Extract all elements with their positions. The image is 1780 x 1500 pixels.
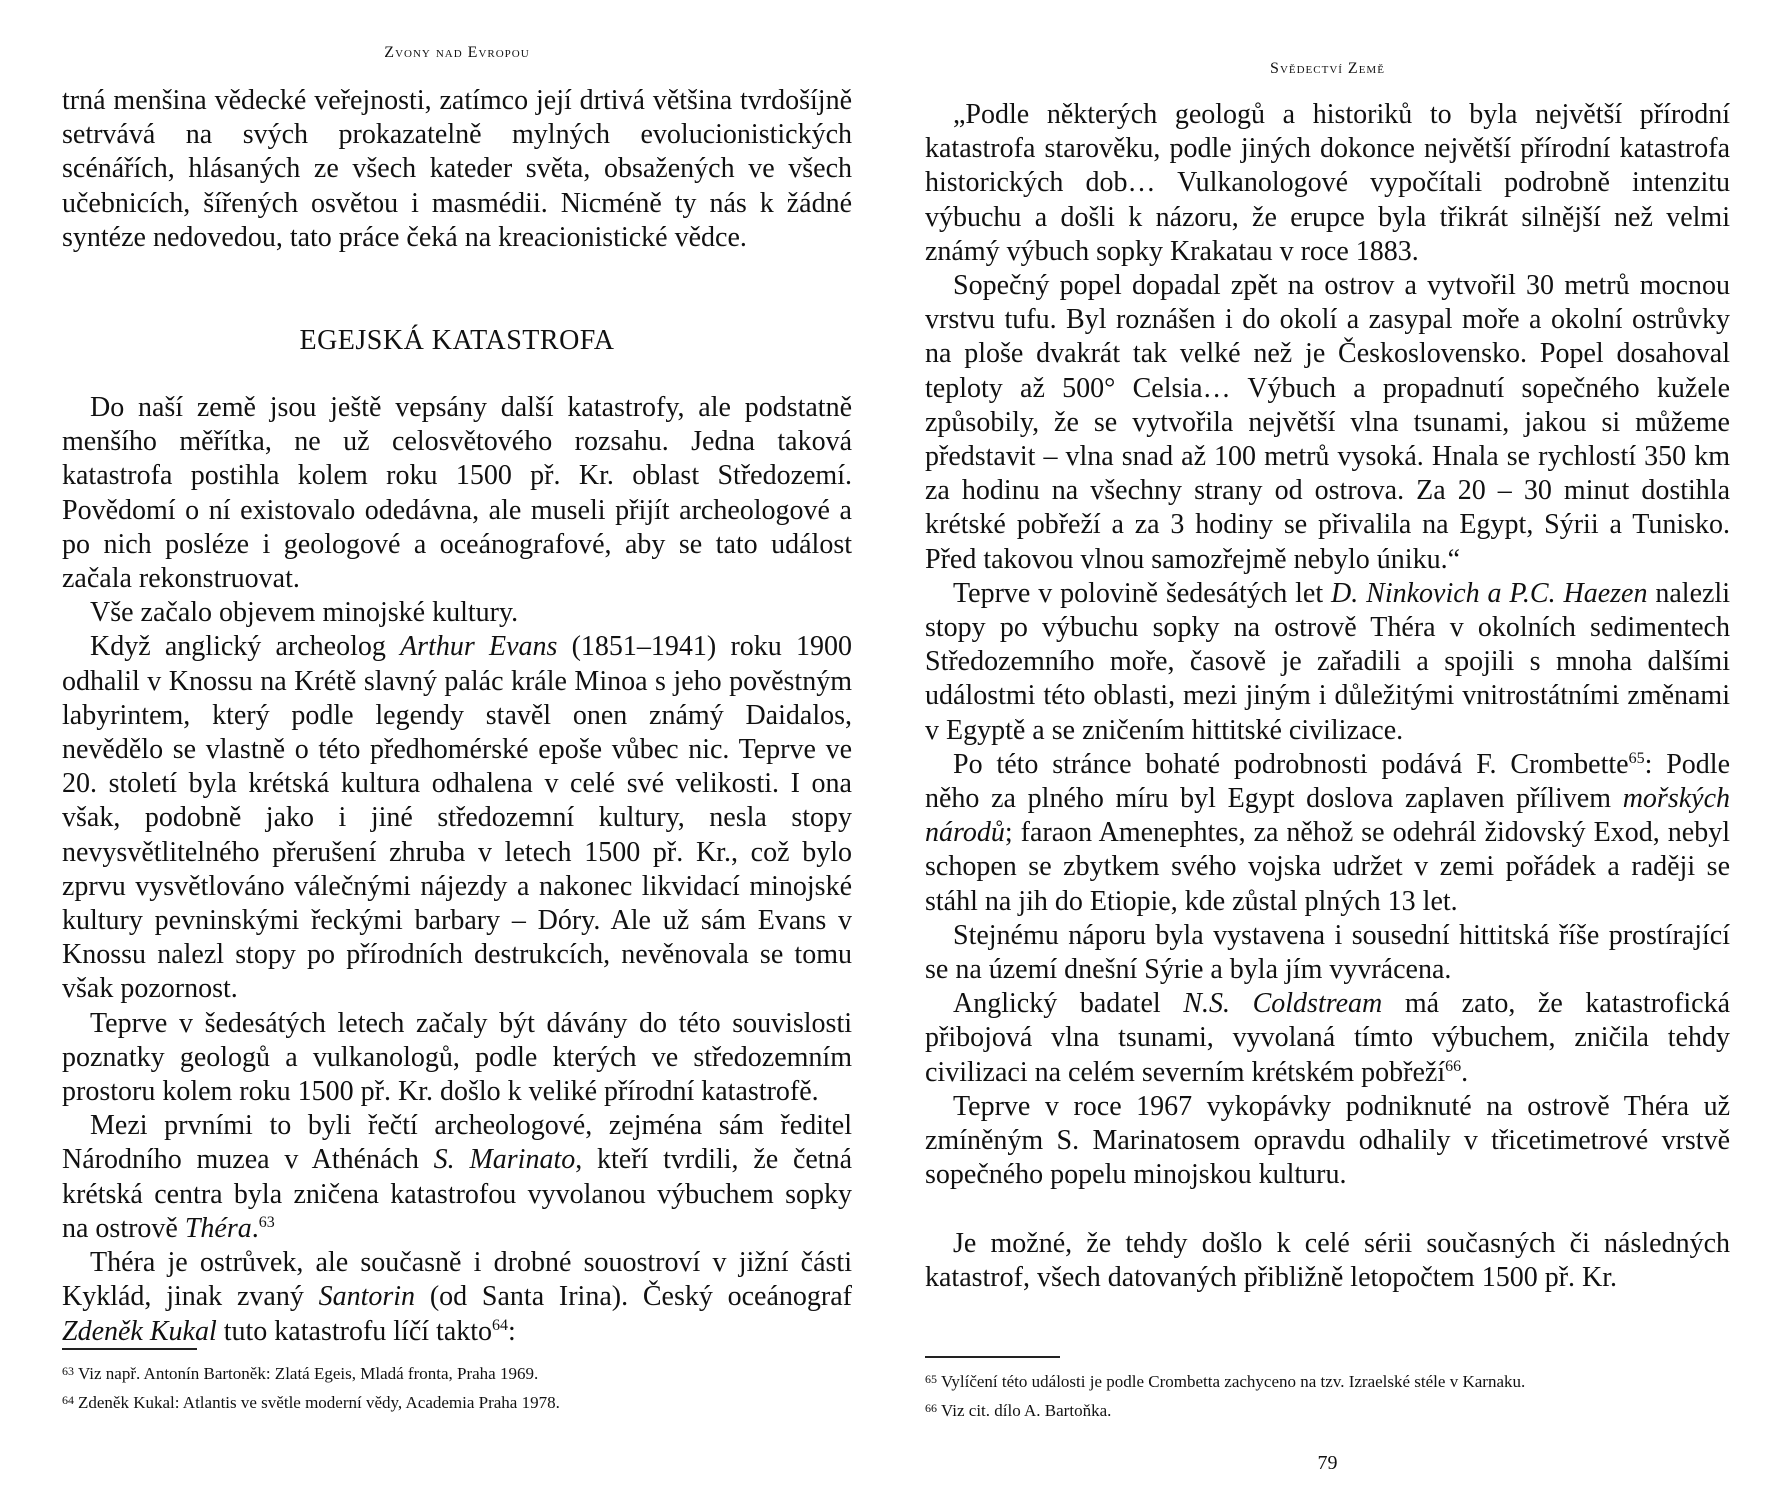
running-head: Svědectví Země <box>1270 60 1385 77</box>
text-segment: „Podle některých geologů a historiků to byla největší přírodní katastrofa starověku, podle jiných dokonce největší přírodní katastrofa historických dob… Vulkanologové vypočítali podrobně intenzitu výbuchu a došli k názoru, že erupce byla třikrát silnější než velmi známý výbuch sopky Krakatau v roce 1883. <box>925 99 1730 267</box>
footnote-number: 65 <box>925 1372 937 1386</box>
italic-text: Théra <box>184 1212 252 1244</box>
text-segment: : <box>508 1315 516 1347</box>
text-segment: . <box>251 1212 259 1244</box>
section-body-text <box>62 391 852 1349</box>
text-segment: , kteří tvrdili, že četná krétská centra byla zničena katastrofou vyvolanou výbuchem sopky na ostrově <box>62 1144 853 1244</box>
footnote-text: Viz např. Antonín Bartoněk: Zlatá Egeis, Mladá fronta, Praha 1969. <box>78 1364 539 1383</box>
footnote <box>925 1366 1730 1395</box>
footnote-number: 63 <box>62 1364 74 1378</box>
footnote-ref: 64 <box>492 1316 509 1334</box>
body-text <box>925 98 1730 1295</box>
page-number: 79 <box>1317 1452 1338 1474</box>
text-segment: Théra je ostrůvek, ale současně i drobné souostroví v jižní části Kyklád, jinak zvaný <box>62 1247 852 1313</box>
paragraph <box>62 84 852 255</box>
text-segment: (od Santa Irina). Český oceánograf <box>415 1281 852 1313</box>
text-segment: má zato, že katastrofická přibojová vlna tsunami, vyvolaná tímto výbuchem, zničila tehdy civilizaci na celém severním krétském pobřeží <box>925 988 1730 1088</box>
footnotes <box>62 1348 852 1416</box>
paragraph <box>62 1109 852 1246</box>
left-page <box>62 0 853 1412</box>
italic-text: Zdeněk Kukal <box>62 1315 217 1347</box>
text-segment: Mezi prvními to byli řečtí archeologové, zejména sám ředitel Národního muzea v Athénách <box>62 1110 852 1176</box>
footnote-text: Zdeněk Kukal: Atlantis ve světle moderní vědy, Academia Praha 1978. <box>78 1393 560 1412</box>
italic-text: D. Ninkovich a P.C. Haezen <box>1331 577 1648 609</box>
paragraph <box>925 919 1730 987</box>
text-segment: Vše začalo objevem minojské kultury. <box>90 597 519 629</box>
paragraph <box>62 391 852 596</box>
italic-text: Arthur Evans <box>400 631 558 663</box>
paragraph <box>925 269 1730 577</box>
paragraph <box>62 630 852 1006</box>
text-segment: ; faraon Amenephtes, za něhož se odehrál židovský Exod, nebyl schopen se zbytkem svého vojska udržet v zemi pořádek a raději se stáhl na jih do Etiopie, kde zůstal plných 13 let. <box>925 817 1730 917</box>
text-segment: Anglický badatel <box>953 988 1184 1020</box>
paragraph <box>925 987 1730 1090</box>
text-segment: . <box>1461 1056 1469 1088</box>
footnote-ref: 66 <box>1445 1057 1462 1075</box>
paragraph <box>62 596 852 630</box>
footnote <box>62 1387 852 1416</box>
right-page <box>925 0 1731 1420</box>
running-head: Zvony nad Evropou <box>384 44 530 61</box>
footnote-text: Vylíčení této události je podle Crombetta zachyceno na tzv. Izraelské stéle v Karnaku. <box>941 1372 1526 1391</box>
paragraph <box>925 1227 1730 1295</box>
body-text <box>62 84 852 255</box>
paragraph <box>925 1090 1730 1193</box>
footnote-ref: 63 <box>258 1213 275 1231</box>
paragraph <box>925 577 1730 748</box>
footnote-ref: 65 <box>1628 749 1645 767</box>
paragraph <box>925 748 1730 919</box>
text-segment: Když anglický archeolog <box>90 631 401 663</box>
footnote-rule <box>925 1356 1060 1358</box>
section-heading: EGEJSKÁ KATASTROFA <box>299 325 615 357</box>
italic-text: N.S. Coldstream <box>1183 988 1383 1020</box>
text-segment: tuto katastrofu líčí takto <box>216 1315 493 1347</box>
text-segment: Teprve v polovině šedesátých let <box>953 577 1332 609</box>
text-segment: (1851–1941) roku 1900 odhalil v Knossu na Krétě slavný palác krále Minoa s jeho pověstným labyrintem, který podle legendy stavěl onen známý Daidalos, nevědělo se vlastně o této předhomérské epoše vůbec nic. Teprve ve 20. století byla krétská kultura odhalena v celé své velikosti. I ona však, podobně jako i jiné středozemní kultury, nesla stopy nevysvětlitelného přerušení zhruba v letech 1500 př. Kr., což bylo zprvu vysvětlováno válečnými nájezdy a nakonec likvidací minojské kultury pevninskými řeckými barbary – Dóry. Ale už sám Evans v Knossu nalezl stopy po přírodních destrukcích, nevěnovala se tomu však pozornost. <box>62 631 852 1005</box>
text-segment: Sopečný popel dopadal zpět na ostrov a vytvořil 30 metrů mocnou vrstvu tufu. Byl roznášen i do okolí a zasypal moře a okolní ostrůvky na ploše dvakrát tak velké než je Československo. Popel dosahoval teploty až 500° Celsia… Výbuch a propadnutí sopečného kužele způsobily, že se vytvořila největší vlna tsunami, jakou si můžeme představit – vlna snad až 100 metrů vysoká. Hnala se rychlostí 350 km za hodinu na všechny strany od ostrova. Za 20 – 30 minut dostihla krétské pobřeží a za 3 hodiny se přivalila na Egypt, Sýrii a Tunisko. Před takovou vlnou samozřejmě nebylo úniku.“ <box>925 270 1730 575</box>
text-segment: Je možné, že tehdy došlo k celé sérii současných či následných katastrof, všech datovaných přibližně letopočtem 1500 př. Kr. <box>925 1227 1730 1293</box>
text-segment: nalezli stopy po výbuchu sopky na ostrově Théra v okolních sedimentech Středozemního moře, časově je zařadili a spojili s mnoha dalšími událostmi této oblasti, mezi jiným i důležitými vnitrostátními změnami v Egyptě a se zničením hittitské civilizace. <box>925 577 1730 746</box>
italic-text: mořských národů <box>925 783 1730 849</box>
footnote <box>925 1395 1730 1424</box>
text-segment: Po této stránce bohaté podrobnosti podává F. Crombette <box>953 748 1629 780</box>
text-segment: Teprve v šedesátých letech začaly být dávány do této souvislosti poznatky geologů a vulkanologů, podle kterých ve středozemním prostoru kolem roku 1500 př. Kr. došlo k veliké přírodní katastrofě. <box>62 1007 852 1108</box>
paragraph <box>62 1246 852 1349</box>
footnote-number: 64 <box>62 1393 74 1407</box>
paragraph <box>925 98 1730 269</box>
footnote <box>62 1358 852 1387</box>
text-segment: Do naší země jsou ještě vepsány další katastrofy, ale podstatně menšího měřítka, ne už celosvětového rozsahu. Jedna taková katastrofa postihla kolem roku 1500 př. Kr. oblast Středozemí. Povědomí o ní existovalo odedávna, ale museli přijít archeologové a po nich posléze i geologové a oceánografové, aby se tato událost začala rekonstruovat. <box>62 392 852 595</box>
text-segment: trná menšina vědecké veřejnosti, zatímco její drtivá většina tvrdošíjně setrvává na svých prokazatelně mylných evolucionistických scénářích, hlásaných ze všech kateder světa, obsažených ve všech učebnicích, šířených osvětou i masmédii. Nicméně ty nás k žádné syntéze nedovedou, tato práce čeká na kreacionistické vědce. <box>62 85 852 253</box>
paragraph <box>62 1007 852 1110</box>
italic-text: S. Marinato <box>433 1144 576 1176</box>
footnotes <box>925 1356 1730 1424</box>
italic-text: Santorin <box>318 1281 416 1313</box>
footnote-text: Viz cit. dílo A. Bartoňka. <box>941 1401 1112 1420</box>
text-segment: : Podle něho za plného míru byl Egypt doslova zaplaven přílivem <box>925 748 1731 815</box>
text-segment: Stejnému náporu byla vystavena i sousední hittitská říše prostírající se na území dnešní Sýrie a byla jím vyvrácena. <box>925 919 1730 986</box>
text-segment: Teprve v roce 1967 vykopávky podniknuté na ostrově Théra už zmíněným S. Marinatosem opravdu odhalily v třicetimetrové vrstvě sopečného popelu minojskou kulturu. <box>925 1090 1730 1191</box>
footnote-number: 66 <box>925 1401 937 1415</box>
footnote-rule <box>62 1348 197 1350</box>
